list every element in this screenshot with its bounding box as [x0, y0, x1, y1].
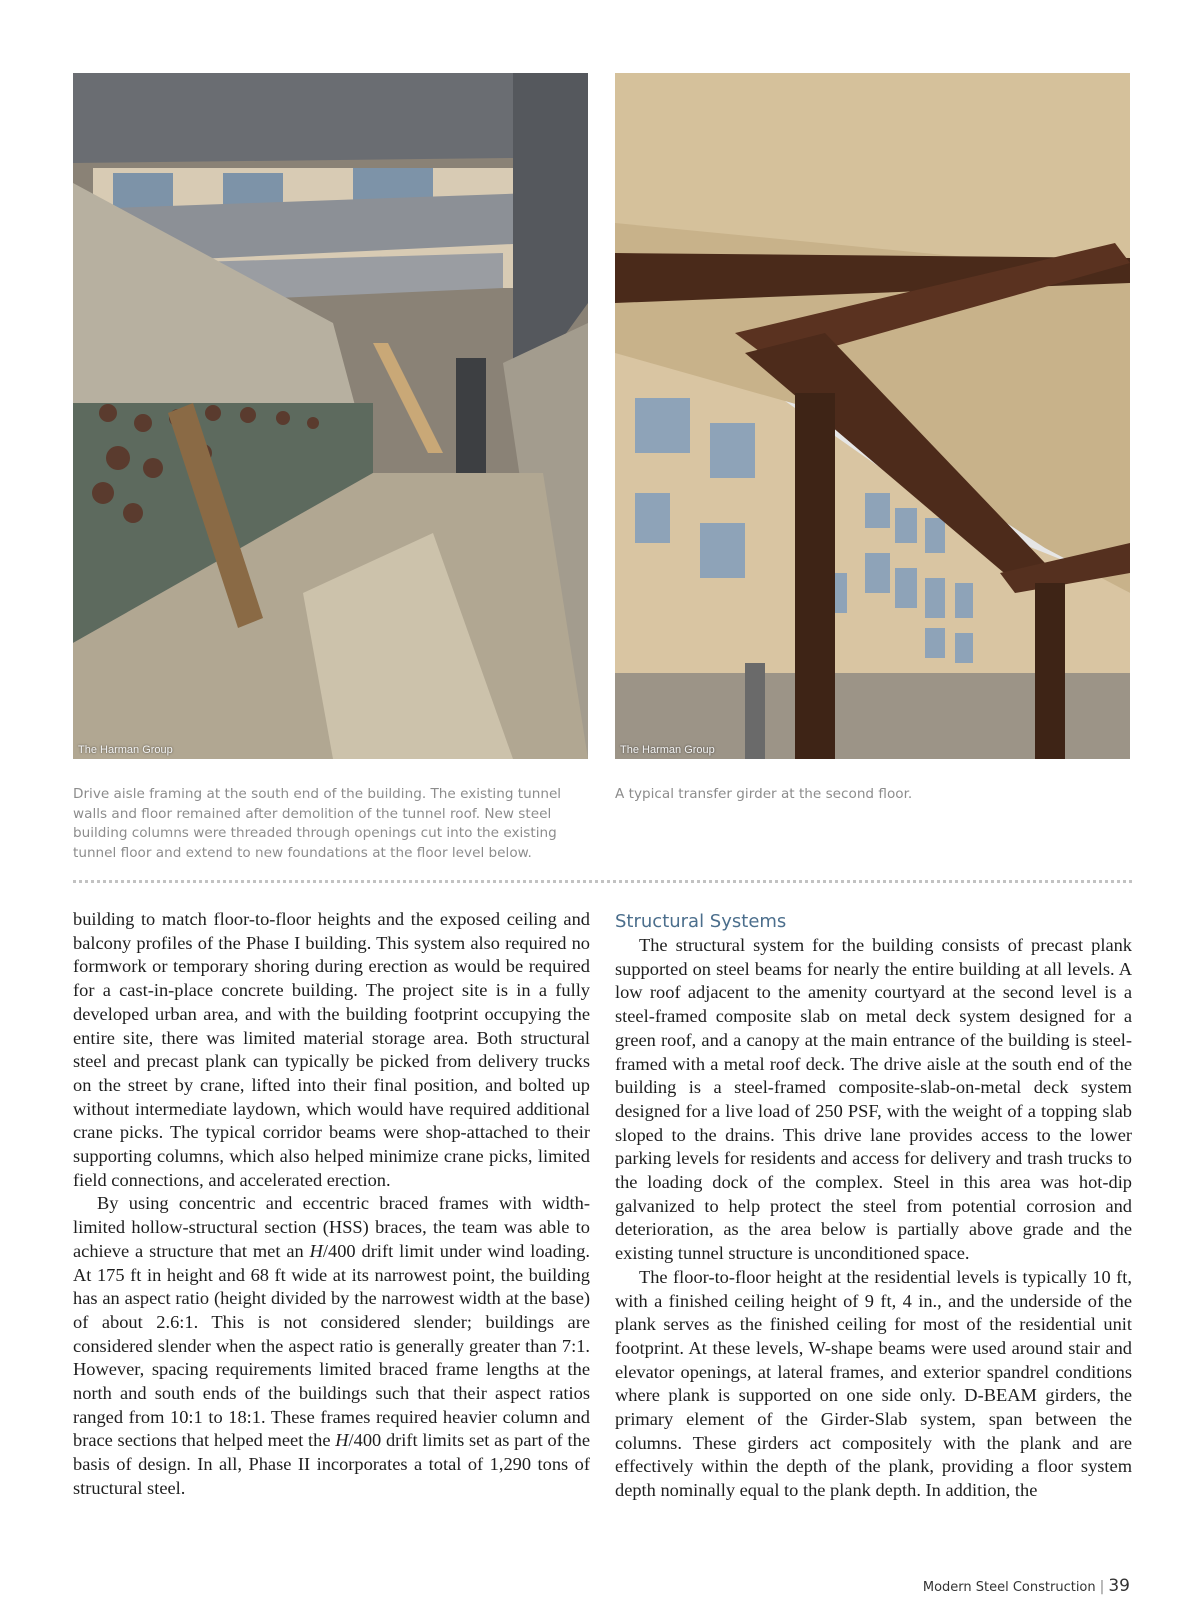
publication-name: Modern Steel Construction	[922, 1580, 1096, 1595]
text-run: By using concentric and eccentric braced frames with width-limited hollow-structural section (HSS) braces, the team was able to achieve a structure that met an	[73, 1193, 590, 1261]
paragraph: The structural system for the building consists of precast plank supported on steel beams for nearly the entire building at all levels. A low roof adjacent to the amenity courtyard at the second level is a steel-framed composite slab on metal deck system designed for a green roof, and a canopy at the main entrance of the building is steel-framed with a metal roof deck. The drive aisle at the south end of the building is a steel-framed composite-slab-on-metal deck system designed for a live load of 250 PSF, with the weight of a topping slab sloped to the drains. This drive lane provides access to the lower parking levels for residents and access for delivery and trash trucks to the loading dock of the complex. Steel in this area was hot-dip galvanized to help protect the steel from potential corrosion and deterioration, as the area below is partially above grade and the existing tunnel structure is unconditioned space.	[615, 935, 1132, 1264]
text-run: /400 drift limits set as part of the basis of design. In all, Phase II incorporates a total of 1,290 tons of structural steel.	[73, 1430, 590, 1498]
paragraph-drift	[73, 1192, 590, 1500]
body-column-right	[615, 908, 1132, 1503]
photo-transfer-girder	[615, 73, 1130, 759]
dotted-divider	[73, 880, 1132, 883]
drive-aisle-image	[73, 73, 588, 759]
text-run: /400 drift limit under wind loading. At 175 ft in height and 68 ft wide at its narrowest point, the building has an aspect ratio (height divided by the narrowest width at the base) of about 2.6:1. This is not considered slender; buildings are considered slender when the aspect ratio is generally greater than 7:1. However, spacing requirements limited braced frame lengths at the north and south ends of the buildings such that their aspect ratios ranged from 10:1 to 18:1. These frames required heavier column and brace sections that helped meet the	[73, 1240, 590, 1451]
caption-transfer-girder: A typical transfer girder at the second floor.	[615, 786, 913, 802]
photo-drive-aisle	[73, 73, 588, 759]
italic-h: H	[335, 1430, 349, 1451]
paragraph: The floor-to-floor height at the residential levels is typically 10 ft, with a finished ceiling height of 9 ft, 4 in., and the underside of the plank serves as the finished ceiling for most of the residential unit footprint. At these levels, W-shape beams were used around stair and elevator openings, at lateral frames, and exterior spandrel conditions where plank is supported on one side only. D-BEAM girders, the primary element of the Girder-Slab system, span between the columns. These girders act compositely with the plank and are effectively within the depth of the plank, providing a floor system depth nominally equal to the plank depth. In addition, the	[615, 1266, 1132, 1501]
body-column-left	[73, 908, 590, 1501]
transfer-girder-image	[615, 73, 1130, 759]
photo-credit-right: The Harman Group	[620, 744, 715, 756]
section-heading-structural-systems: Structural Systems	[615, 911, 787, 932]
caption-drive-aisle: Drive aisle framing at the south end of the building. The existing tunnel walls and floor remained after demolition of the tunnel roof. New steel building columns were threaded through openings cut into the existing tunnel floor and extend to new foundations at the floor level below.	[73, 786, 562, 861]
page-footer	[923, 1576, 1130, 1596]
page-number: 39	[1108, 1576, 1130, 1596]
photo-credit-left: The Harman Group	[78, 744, 173, 756]
italic-h: H	[309, 1240, 323, 1261]
footer-separator: |	[1099, 1579, 1105, 1595]
paragraph: building to match floor-to-floor heights and the exposed ceiling and balcony profiles of the Phase I building. This system also required no formwork or temporary shoring during erection as would be required for a cast-in-place concrete building. The project site is in a fully developed urban area, and with the building footprint occupying the entire site, there was limited material storage area. Both structural steel and precast plank can typically be picked from delivery trucks on the street by crane, lifted into their final position, and bolted up without intermediate laydown, which would have required additional crane picks. The typical corridor beams were shop-attached to their supporting columns, which also helped minimize crane picks, limited field connections, and accelerated erection.	[73, 909, 590, 1190]
